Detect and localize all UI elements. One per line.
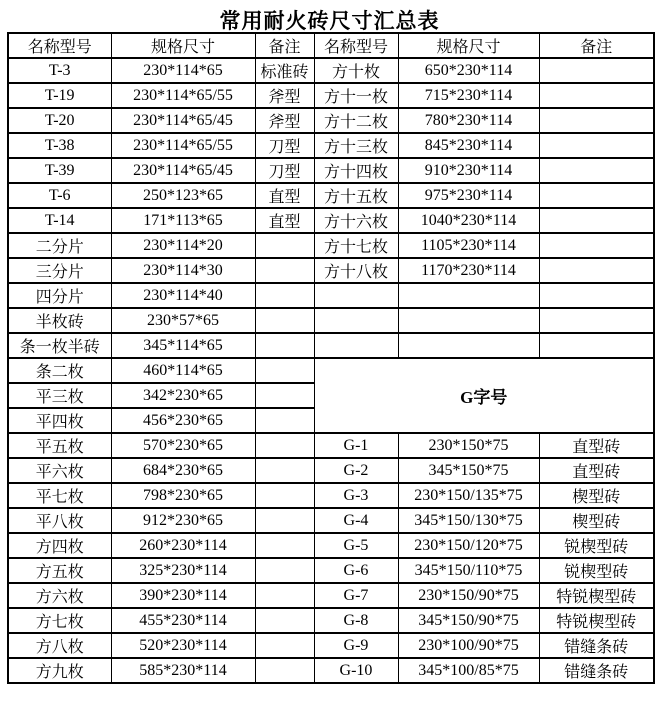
table-cell: 845*230*114 — [398, 133, 539, 158]
table-cell: 方七枚 — [8, 608, 111, 633]
table-cell: 260*230*114 — [111, 533, 255, 558]
table-cell: 342*230*65 — [111, 383, 255, 408]
table-row — [8, 608, 654, 633]
table-cell — [314, 308, 398, 333]
table-row — [8, 533, 654, 558]
table-cell — [398, 308, 539, 333]
table-cell: 390*230*114 — [111, 583, 255, 608]
table-cell — [255, 283, 314, 308]
table-cell: 230*114*65 — [111, 58, 255, 83]
table-cell — [539, 308, 654, 333]
table-cell: 1040*230*114 — [398, 208, 539, 233]
header-cell: 备注 — [539, 33, 654, 58]
table-cell: 455*230*114 — [111, 608, 255, 633]
table-cell: 平八枚 — [8, 508, 111, 533]
header-cell: 备注 — [255, 33, 314, 58]
table-row — [8, 358, 654, 383]
table-cell: 直型 — [255, 183, 314, 208]
table-cell: 方十枚 — [314, 58, 398, 83]
header-cell: 名称型号 — [8, 33, 111, 58]
table-cell: 错缝条砖 — [539, 633, 654, 658]
table-cell: 方八枚 — [8, 633, 111, 658]
table-cell — [255, 508, 314, 533]
table-cell: 锐楔型砖 — [539, 533, 654, 558]
table-cell: 条一枚半砖 — [8, 333, 111, 358]
table-row — [8, 133, 654, 158]
table-cell: 平四枚 — [8, 408, 111, 433]
table-cell: T-3 — [8, 58, 111, 83]
table-cell — [255, 433, 314, 458]
table-cell: 锐楔型砖 — [539, 558, 654, 583]
table-cell — [255, 583, 314, 608]
table-cell: 230*114*65/55 — [111, 133, 255, 158]
table-cell — [255, 258, 314, 283]
table-cell: 直型 — [255, 208, 314, 233]
table-cell — [539, 158, 654, 183]
table-cell: 条二枚 — [8, 358, 111, 383]
table-cell: 345*114*65 — [111, 333, 255, 358]
table-cell: 456*230*65 — [111, 408, 255, 433]
table-cell: 方十八枚 — [314, 258, 398, 283]
table-cell: 460*114*65 — [111, 358, 255, 383]
table-cell: 570*230*65 — [111, 433, 255, 458]
table-cell — [539, 333, 654, 358]
table-cell: 975*230*114 — [398, 183, 539, 208]
table-cell: T-19 — [8, 83, 111, 108]
table-cell: 楔型砖 — [539, 508, 654, 533]
table-cell — [255, 483, 314, 508]
table-cell: 二分片 — [8, 233, 111, 258]
table-row — [8, 583, 654, 608]
table-row — [8, 108, 654, 133]
table-row — [8, 283, 654, 308]
table-cell — [255, 358, 314, 383]
table-cell: 585*230*114 — [111, 658, 255, 683]
table-cell: 三分片 — [8, 258, 111, 283]
table-cell: T-6 — [8, 183, 111, 208]
table-cell: 直型砖 — [539, 458, 654, 483]
brick-table-body — [8, 33, 654, 683]
table-cell — [539, 233, 654, 258]
table-cell: 直型砖 — [539, 433, 654, 458]
table-cell — [255, 233, 314, 258]
table-cell: 520*230*114 — [111, 633, 255, 658]
table-cell: G-6 — [314, 558, 398, 583]
table-cell: 斧型 — [255, 83, 314, 108]
table-cell: T-14 — [8, 208, 111, 233]
table-cell: T-39 — [8, 158, 111, 183]
table-cell — [314, 333, 398, 358]
table-cell — [314, 283, 398, 308]
table-cell: 平七枚 — [8, 483, 111, 508]
table-cell — [255, 383, 314, 408]
table-cell: 刀型 — [255, 133, 314, 158]
table-cell: 刀型 — [255, 158, 314, 183]
table-cell: 325*230*114 — [111, 558, 255, 583]
table-cell: 345*150/90*75 — [398, 608, 539, 633]
table-row — [8, 483, 654, 508]
table-cell: G-10 — [314, 658, 398, 683]
table-cell: G-4 — [314, 508, 398, 533]
table-cell: 910*230*114 — [398, 158, 539, 183]
table-cell: 方十一枚 — [314, 83, 398, 108]
table-row — [8, 233, 654, 258]
page-title: 常用耐火砖尺寸汇总表 — [219, 9, 440, 33]
table-cell: 特锐楔型砖 — [539, 608, 654, 633]
table-row — [8, 158, 654, 183]
table-cell: G-5 — [314, 533, 398, 558]
table-cell: 方十七枚 — [314, 233, 398, 258]
header-cell: 规格尺寸 — [111, 33, 255, 58]
header-cell: 名称型号 — [314, 33, 398, 58]
brick-size-table — [7, 32, 655, 684]
table-cell — [539, 108, 654, 133]
header-cell: 规格尺寸 — [398, 33, 539, 58]
table-cell: 345*150/130*75 — [398, 508, 539, 533]
table-cell: 方九枚 — [8, 658, 111, 683]
table-row — [8, 458, 654, 483]
table-row — [8, 58, 654, 83]
table-cell: 798*230*65 — [111, 483, 255, 508]
table-row — [8, 633, 654, 658]
table-cell: 1105*230*114 — [398, 233, 539, 258]
table-cell: 方十二枚 — [314, 108, 398, 133]
table-cell: G-9 — [314, 633, 398, 658]
table-cell: 半枚砖 — [8, 308, 111, 333]
table-cell: G-1 — [314, 433, 398, 458]
table-row — [8, 208, 654, 233]
table-cell: 230*150/90*75 — [398, 583, 539, 608]
table-cell — [255, 408, 314, 433]
table-cell — [539, 183, 654, 208]
table-cell: 650*230*114 — [398, 58, 539, 83]
table-cell: 345*150/110*75 — [398, 558, 539, 583]
table-cell — [539, 283, 654, 308]
table-cell — [255, 533, 314, 558]
table-cell — [539, 258, 654, 283]
table-cell — [539, 58, 654, 83]
table-row — [8, 333, 654, 358]
table-cell: 平六枚 — [8, 458, 111, 483]
table-cell: G-8 — [314, 608, 398, 633]
table-cell: 780*230*114 — [398, 108, 539, 133]
table-cell — [255, 608, 314, 633]
table-cell — [255, 308, 314, 333]
table-cell — [255, 633, 314, 658]
table-cell: 171*113*65 — [111, 208, 255, 233]
table-cell: 特锐楔型砖 — [539, 583, 654, 608]
header-row — [8, 33, 654, 58]
table-cell: 912*230*65 — [111, 508, 255, 533]
table-row — [8, 433, 654, 458]
table-cell: 230*114*65/55 — [111, 83, 255, 108]
table-cell: 684*230*65 — [111, 458, 255, 483]
table-cell: 230*150*75 — [398, 433, 539, 458]
table-cell — [539, 208, 654, 233]
table-cell: 方十四枚 — [314, 158, 398, 183]
table-cell: 斧型 — [255, 108, 314, 133]
table-cell — [398, 283, 539, 308]
table-cell: 715*230*114 — [398, 83, 539, 108]
table-cell: G-2 — [314, 458, 398, 483]
table-cell: 标准砖 — [255, 58, 314, 83]
table-cell: 230*57*65 — [111, 308, 255, 333]
table-cell — [255, 458, 314, 483]
table-cell: 方十三枚 — [314, 133, 398, 158]
table-row — [8, 508, 654, 533]
table-cell: 方四枚 — [8, 533, 111, 558]
table-cell: 230*114*20 — [111, 233, 255, 258]
table-row — [8, 308, 654, 333]
table-cell — [255, 558, 314, 583]
table-row — [8, 258, 654, 283]
table-cell — [539, 133, 654, 158]
table-cell — [539, 83, 654, 108]
table-cell: 方十六枚 — [314, 208, 398, 233]
table-cell: 345*150*75 — [398, 458, 539, 483]
table-cell: G字号 — [314, 358, 654, 433]
table-cell: G-7 — [314, 583, 398, 608]
table-cell: 平五枚 — [8, 433, 111, 458]
table-cell: T-38 — [8, 133, 111, 158]
table-cell — [255, 333, 314, 358]
table-cell: 230*150/135*75 — [398, 483, 539, 508]
table-cell: G-3 — [314, 483, 398, 508]
table-cell: 方十五枚 — [314, 183, 398, 208]
table-cell: 四分片 — [8, 283, 111, 308]
table-cell: 1170*230*114 — [398, 258, 539, 283]
table-cell: 230*114*65/45 — [111, 108, 255, 133]
table-row — [8, 658, 654, 683]
table-cell: 方六枚 — [8, 583, 111, 608]
table-cell: 楔型砖 — [539, 483, 654, 508]
table-cell: 错缝条砖 — [539, 658, 654, 683]
table-cell — [398, 333, 539, 358]
table-cell: 方五枚 — [8, 558, 111, 583]
table-cell: 345*100/85*75 — [398, 658, 539, 683]
table-cell: 230*114*30 — [111, 258, 255, 283]
table-cell: 230*150/120*75 — [398, 533, 539, 558]
table-row — [8, 83, 654, 108]
table-cell: 平三枚 — [8, 383, 111, 408]
table-cell — [255, 658, 314, 683]
table-row — [8, 183, 654, 208]
table-cell: 230*114*65/45 — [111, 158, 255, 183]
table-cell: 230*100/90*75 — [398, 633, 539, 658]
table-cell: 230*114*40 — [111, 283, 255, 308]
table-cell: 250*123*65 — [111, 183, 255, 208]
table-cell: T-20 — [8, 108, 111, 133]
table-row — [8, 558, 654, 583]
